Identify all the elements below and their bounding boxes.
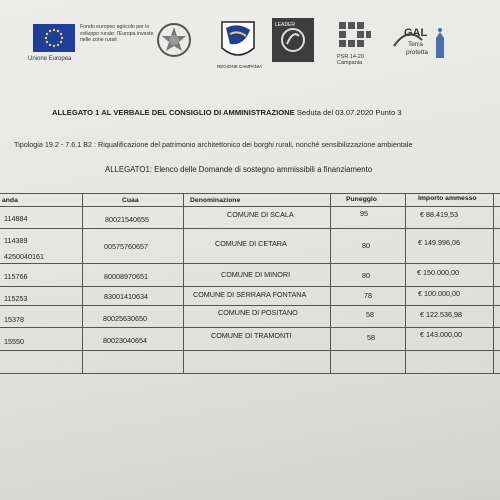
leader-label: LEADER bbox=[275, 22, 296, 28]
cell-domanda: 15378 bbox=[4, 315, 24, 324]
cell-denominazione: COMUNE DI SERRARA FONTANA bbox=[193, 290, 307, 299]
header-punteggio: Puneggio bbox=[346, 196, 377, 203]
cell-importo: € 100.000,00 bbox=[418, 289, 460, 298]
cell-importo: € 149.996,06 bbox=[418, 238, 460, 247]
cell-cuaa: 80025630650 bbox=[103, 314, 147, 323]
cell-punteggio: 95 bbox=[360, 209, 368, 218]
title-rest: Seduta del 03.07.2020 Punto 3 bbox=[294, 108, 402, 117]
gal-label: GAL bbox=[404, 27, 428, 39]
cell-importo: € 88.419,53 bbox=[420, 210, 458, 219]
cell-cuaa: 80023040654 bbox=[103, 336, 147, 345]
table-rule bbox=[0, 228, 500, 229]
cell-punteggio: 80 bbox=[362, 241, 370, 250]
table-rule bbox=[183, 193, 184, 373]
tipologia-line: Tipologia 19.2 - 7.6.1 B2 : Riqualificazione del patrimonio architettonico dei borghi rurali, nonché sensibilizzazione ambientale bbox=[14, 140, 413, 149]
table-rule bbox=[493, 193, 494, 373]
table-rule bbox=[405, 193, 406, 373]
italian-emblem-icon bbox=[155, 20, 193, 60]
cell-denominazione: COMUNE DI CETARA bbox=[215, 239, 287, 248]
eu-label: Unione Europea bbox=[28, 56, 72, 62]
cell-importo: € 150.000,00 bbox=[417, 268, 459, 277]
table-rule bbox=[0, 286, 500, 287]
document-title bbox=[52, 108, 492, 117]
cell-punteggio: 58 bbox=[366, 310, 374, 319]
table-rule bbox=[0, 305, 500, 306]
table-rule bbox=[0, 373, 500, 374]
cell-punteggio: 80 bbox=[362, 271, 370, 280]
cell-domanda: 114884 bbox=[4, 214, 28, 223]
psr-label-2: Campania bbox=[337, 60, 363, 66]
header-cuaa: Cuaa bbox=[122, 197, 139, 204]
cell-domanda: 115253 bbox=[4, 294, 28, 303]
campania-logo-icon bbox=[218, 18, 258, 66]
logo-header bbox=[0, 14, 500, 74]
cell-cuaa: 83001410634 bbox=[104, 292, 148, 301]
table-rule bbox=[0, 327, 500, 328]
cell-cuaa: 80008970651 bbox=[104, 272, 148, 281]
cell-cuaa: 00575760657 bbox=[104, 242, 148, 251]
table-rule bbox=[0, 193, 500, 194]
cell-punteggio: 78 bbox=[364, 291, 372, 300]
gal-sub-2: protetta bbox=[406, 49, 429, 56]
header-denominazione: Denominazione bbox=[190, 197, 241, 204]
cell-importo: € 143.000,00 bbox=[420, 330, 462, 339]
cell-domanda: 114389 bbox=[4, 236, 28, 245]
table-rule bbox=[82, 193, 83, 373]
campania-label: REGIONE CAMPANIA bbox=[217, 64, 263, 69]
table-rule bbox=[0, 206, 500, 207]
psr-label-1: PSR 14-20 bbox=[337, 54, 364, 60]
table-rule bbox=[0, 350, 500, 351]
cell-denominazione: COMUNE DI MINORI bbox=[221, 270, 291, 279]
psr-label bbox=[337, 54, 364, 66]
gal-sub-1: Terra bbox=[408, 41, 423, 48]
cell-denominazione: COMUNE DI TRAMONTI bbox=[211, 331, 292, 340]
cell-cuaa: 80021540655 bbox=[105, 215, 149, 224]
gal-logo-icon bbox=[392, 16, 454, 66]
cell-domanda-2: 4250040161 bbox=[4, 252, 44, 261]
cell-domanda: 115766 bbox=[4, 272, 28, 281]
table-rule bbox=[330, 193, 331, 373]
cell-domanda: 15550 bbox=[4, 337, 24, 346]
header-domanda: anda bbox=[2, 197, 18, 204]
cell-denominazione: COMUNE DI SCALA bbox=[227, 210, 294, 219]
title-bold: ALLEGATO 1 AL VERBALE DEL CONSIGLIO DI AMMINISTRAZIONE bbox=[52, 108, 295, 117]
psr-logo-icon bbox=[337, 20, 373, 54]
leader-logo-icon bbox=[272, 18, 314, 62]
table-rule bbox=[0, 263, 500, 264]
header-importo: Importo ammesso bbox=[418, 195, 477, 202]
cell-punteggio: 58 bbox=[367, 333, 375, 342]
cell-denominazione: COMUNE DI POSITANO bbox=[218, 308, 298, 317]
cell-importo: € 122.536,98 bbox=[420, 310, 462, 319]
eu-flag-icon bbox=[33, 24, 75, 52]
feasr-text: Fondo europeo agricolo per lo sviluppo rurale: l'Europa investe nelle zone rurali bbox=[80, 24, 154, 43]
allegato1-heading: ALLEGATO1: Elenco delle Domande di sostegno ammissibili a finanziamento bbox=[105, 165, 373, 174]
